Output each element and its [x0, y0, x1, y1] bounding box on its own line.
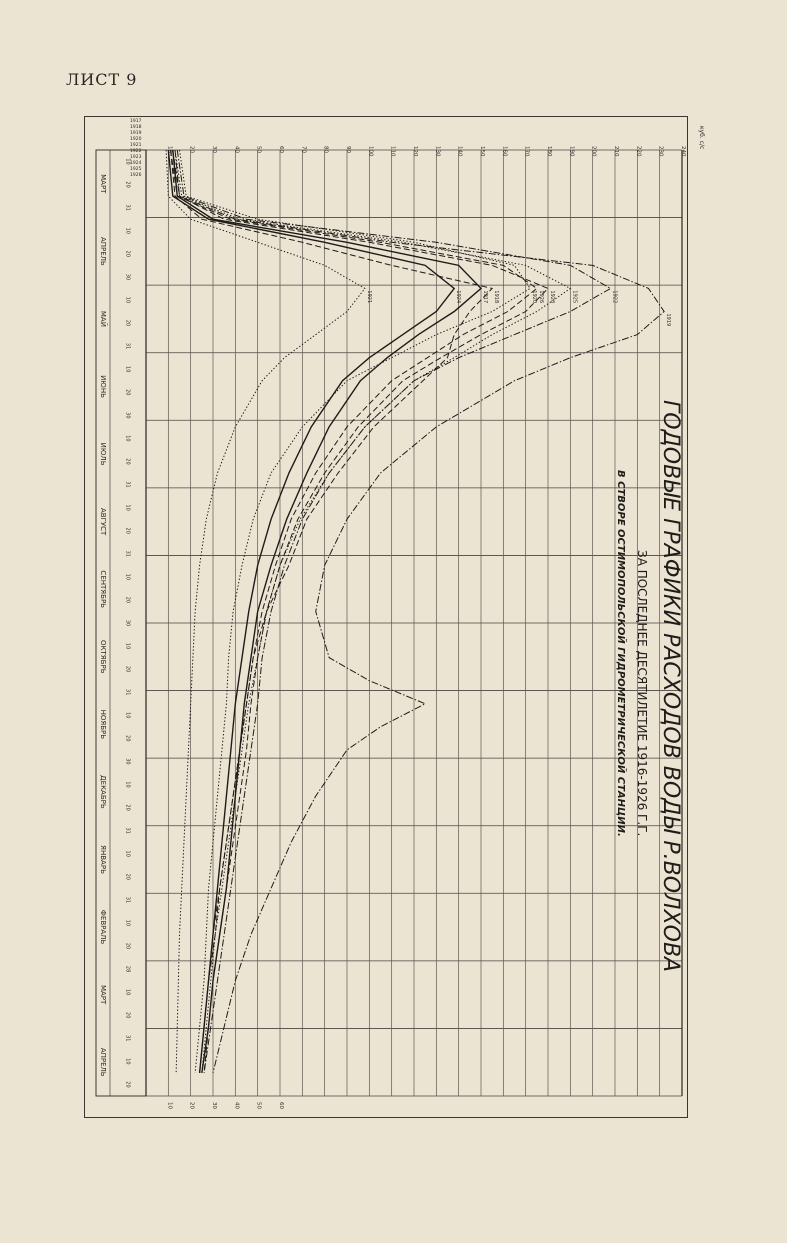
day-tick-label: 10 — [124, 1058, 131, 1065]
value-tick-label: 170 — [523, 146, 530, 157]
value-tick-label: 10 — [166, 146, 173, 153]
series-legend-label: 1922 — [130, 149, 142, 154]
value-tick-label: 210 — [613, 146, 619, 157]
month-label: АПРЕЛЬ — [99, 236, 107, 266]
value-tick-label: 70 — [300, 146, 307, 153]
day-tick-label: 20 — [124, 181, 131, 188]
bottom-tick-label: 30 — [211, 1102, 217, 1109]
day-tick-label: 20 — [124, 873, 131, 880]
day-tick-label: 31 — [124, 550, 131, 557]
month-label: НОЯБРЬ — [99, 709, 107, 740]
month-label: ИЮНЬ — [99, 375, 107, 398]
day-tick-label: 20 — [124, 250, 131, 258]
value-tick-label: 140 — [456, 146, 463, 157]
day-tick-label: 31 — [124, 1035, 131, 1042]
day-tick-label: 31 — [124, 896, 131, 904]
day-tick-label: 20 — [124, 942, 131, 950]
value-tick-label: 130 — [434, 146, 441, 157]
day-tick-label: 30 — [124, 758, 131, 765]
day-tick-label: 20 — [124, 1081, 131, 1088]
series-peak-label: 1921 — [365, 290, 372, 304]
month-label: АВГУСТ — [99, 507, 107, 536]
month-strip-border — [96, 150, 146, 1096]
value-tick-label: 100 — [367, 146, 374, 157]
day-tick-label: 20 — [124, 804, 131, 811]
day-tick-label: 31 — [124, 481, 131, 488]
day-tick-label: 20 — [124, 319, 131, 327]
series-peak-label: 1919 — [665, 313, 672, 327]
series-legend-label: 1926 — [130, 173, 142, 178]
value-tick-label: 180 — [546, 146, 552, 157]
value-tick-label: 80 — [322, 146, 329, 153]
series-peak-label: 1923 — [549, 290, 555, 304]
day-tick-label: 31 — [124, 689, 131, 696]
series-line — [173, 150, 481, 1073]
month-label: МАРТ — [99, 984, 107, 1005]
day-tick-label: 20 — [124, 389, 131, 396]
day-tick-label: 20 — [124, 527, 131, 534]
value-tick-label: 90 — [345, 146, 351, 153]
day-tick-label: 10 — [124, 919, 131, 927]
day-tick-label: 10 — [124, 504, 131, 511]
value-tick-label: 220 — [635, 146, 642, 157]
value-tick-label: 110 — [389, 146, 396, 157]
month-label: ИЮЛЬ — [99, 442, 107, 466]
series-line — [168, 150, 454, 1073]
day-tick-label: 30 — [124, 619, 131, 627]
series-line — [166, 150, 365, 1073]
page-label: ЛИСТ 9 — [66, 70, 138, 89]
y-axis-label: куб. с/с — [698, 126, 705, 150]
value-tick-label: 150 — [479, 146, 485, 157]
series-legend-label: 1924 — [130, 161, 142, 166]
bottom-tick-label: 50 — [255, 1102, 262, 1109]
value-tick-label: 120 — [412, 146, 418, 157]
month-label: МАРТ — [99, 174, 107, 194]
day-tick-label: 10 — [124, 296, 131, 304]
series-legend-label: 1923 — [130, 155, 142, 160]
series-line — [175, 150, 570, 1073]
series-legend-label: 1921 — [130, 143, 142, 148]
chart-subtitle: ЗА ПОСЛЕДНЕЕ ДЕСЯТИЛЕТИЕ 1916-1926 Г.Г. — [635, 550, 649, 837]
month-label: СЕНТЯБРЬ — [99, 570, 107, 608]
series-peak-label: 1925 — [571, 290, 578, 304]
day-tick-label: 10 — [124, 573, 131, 581]
day-tick-label: 10 — [124, 850, 131, 857]
day-tick-label: 28 — [124, 965, 131, 973]
month-label: ЯНВАРЬ — [99, 845, 107, 874]
bottom-tick-label: 10 — [166, 1102, 173, 1109]
series-peak-label: 1922 — [611, 290, 618, 304]
series-legend-label: 1919 — [130, 131, 142, 136]
value-tick-label: 60 — [278, 146, 284, 153]
value-tick-label: 20 — [188, 146, 195, 153]
series-peak-label: 1924 — [455, 290, 462, 304]
day-tick-label: 10 — [124, 712, 131, 719]
chart-note: В СТВОРЕ ОСТИМОПОЛЬСКОЙ ГИДРОМЕТРИЧЕСКОЙ СТАНЦИИ. — [615, 470, 626, 837]
day-tick-label: 31 — [124, 342, 131, 350]
month-label: ФЕВРАЛЬ — [99, 909, 107, 945]
month-label: ДЕКАБРЬ — [99, 775, 107, 809]
value-tick-label: 240 — [680, 146, 686, 157]
value-tick-label: 50 — [255, 146, 262, 153]
day-tick-label: 31 — [124, 827, 131, 834]
month-label: ОКТЯБРЬ — [99, 640, 107, 674]
bottom-tick-label: 60 — [278, 1102, 284, 1109]
series-legend-label: 1920 — [130, 137, 142, 142]
series-peak-label: 1920 — [531, 290, 538, 304]
value-tick-label: 30 — [211, 146, 217, 153]
chart-title: ГОДОВЫЕ ГРАФИКИ РАСХОДОВ ВОДЫ Р.ВОЛХОВА — [658, 400, 683, 973]
day-tick-label: 30 — [124, 412, 131, 419]
day-tick-label: 10 — [124, 227, 131, 234]
value-tick-label: 230 — [657, 146, 664, 157]
month-strip — [96, 150, 146, 1096]
month-label: МАЙ — [99, 310, 107, 327]
day-tick-label: 10 — [124, 642, 131, 650]
day-tick-label: 30 — [124, 273, 131, 281]
series-legend-label: 1925 — [130, 167, 142, 172]
day-tick-label: 10 — [124, 988, 131, 996]
value-tick-label: 40 — [233, 146, 240, 153]
day-tick-label: 10 — [124, 158, 131, 165]
bottom-tick-label: 40 — [233, 1102, 240, 1109]
series-peak-label: 1926 — [537, 290, 544, 304]
series-line — [180, 150, 531, 1073]
series-peak-label: 1917 — [482, 290, 488, 304]
value-tick-label: 190 — [568, 146, 575, 157]
series-line — [177, 150, 610, 1073]
bottom-tick-label: 20 — [188, 1102, 195, 1109]
day-tick-label: 20 — [124, 458, 131, 465]
day-tick-label: 20 — [124, 735, 131, 742]
value-tick-label: 160 — [501, 146, 508, 157]
day-tick-label: 20 — [124, 596, 131, 604]
series-legend-label: 1917 — [130, 119, 142, 124]
day-tick-label: 10 — [124, 366, 131, 373]
day-tick-label: 31 — [124, 204, 131, 211]
series-legend-label: 1918 — [130, 125, 142, 130]
day-tick-label: 20 — [124, 665, 131, 673]
day-tick-label: 20 — [124, 1012, 131, 1019]
value-tick-label: 200 — [590, 146, 597, 157]
month-label: АПРЕЛЬ — [99, 1047, 107, 1077]
series-line — [171, 150, 493, 1073]
day-tick-label: 10 — [124, 435, 131, 442]
series-peak-label: 1918 — [493, 290, 500, 304]
day-tick-label: 10 — [124, 781, 131, 788]
